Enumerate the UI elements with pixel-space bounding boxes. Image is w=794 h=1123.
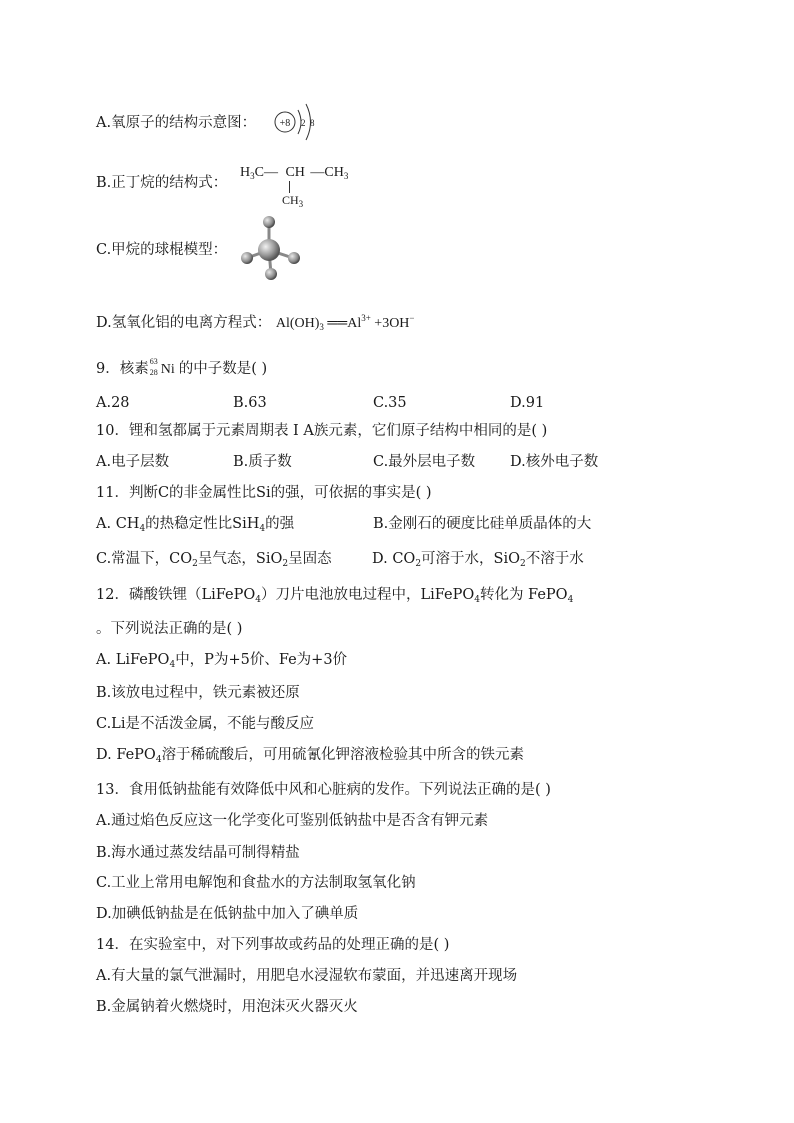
q12-option-a: A. LiFePO$_4$中，P为+5价、Fe为+3价 [96, 652, 348, 670]
q8-option-a [96, 113, 256, 133]
q11-stem: 11．判断C的非金属性比Si的强，可依据的事实是( ) [96, 485, 432, 501]
q10-option-b: B.质子数 [233, 454, 292, 470]
q9-option-b: B.63 [233, 395, 267, 411]
nuclide-notation: 63 28 [149, 357, 158, 377]
q11-option-c: C.常温下，$CO_2$呈气态，SiO$_2$呈固态 [96, 551, 332, 569]
q12-option-b: B.该放电过程中，铁元素被还原 [96, 685, 300, 701]
q14-option-b: B.金属钠着火燃烧时，用泡沫灭火器灭火 [96, 999, 358, 1015]
q13-option-a: A.通过焰色反应这一化学变化可鉴别低钠盐中是否含有钾元素 [96, 813, 489, 829]
q11-option-a: A. $CH_4$的热稳定性比SiH$_4$的强 [96, 516, 295, 534]
oxygen-nucleus-charge: +8 [279, 118, 291, 129]
q14-stem: 14．在实验室中，对下列事故或药品的处理正确的是( ) [96, 937, 450, 953]
q12-stem-line2: 。下列说法正确的是( ) [96, 621, 243, 637]
butane-structural-formula: $H_3C—$ CH $—CH_3$ [240, 165, 349, 181]
q12-stem-line1: 12．磷酸铁锂（LiFePO$_4$）刀片电池放电过程中，LiFePO$_4$转化为 FePO$_4$ [96, 587, 574, 605]
q13-option-d: D.加碘低钠盐是在低钠盐中加入了碘单质 [96, 906, 359, 922]
butane-branch: $CH_3$ [282, 193, 304, 209]
q9-option-c: C.35 [373, 395, 407, 411]
q8-option-d-text: D.氢氧化铝的电离方程式： [96, 315, 272, 331]
oxygen-shell-1: 2 [301, 118, 306, 128]
q14-option-a: A.有大量的氯气泄漏时，用肥皂水浸湿软布蒙面，并迅速离开现场 [96, 968, 518, 984]
q13-option-b: B.海水通过蒸发结晶可制得精盐 [96, 845, 300, 861]
oxygen-atom-diagram [271, 100, 323, 144]
q11-option-d: D. $CO_2$可溶于水，SiO$_2$不溶于水 [372, 551, 584, 569]
q12-option-c: C.Li是不活泼金属，不能与酸反应 [96, 716, 314, 732]
q9-option-d: D.91 [510, 395, 545, 411]
q9-option-a: A.28 [96, 395, 130, 411]
q13-option-c: C.工业上常用电解饱和食盐水的方法制取氢氧化钠 [96, 875, 416, 891]
q8-option-a-text: A.氧原子的结构示意图： [96, 115, 257, 131]
q10-option-d: D.核外电子数 [510, 454, 599, 470]
q11-option-b: B.金刚石的硬度比硅单质晶体的大 [373, 516, 592, 532]
q8-option-c [96, 240, 227, 260]
q10-option-c: C.最外层电子数 [373, 454, 476, 470]
q13-stem: 13．食用低钠盐能有效降低中风和心脏病的发作。下列说法正确的是( ) [96, 782, 551, 798]
q12-option-d: D. FePO$_4$溶于稀硫酸后，可用硫氰化钾溶液检验其中所含的铁元素 [96, 747, 525, 765]
q9-stem: 9．核素 63 28 Ni 的中子数是( ) [96, 357, 268, 377]
oxygen-shell-2: 8 [310, 118, 315, 128]
q10-option-a: A.电子层数 [96, 454, 170, 470]
q8-option-c-text: C.甲烷的球棍模型： [96, 242, 228, 258]
q8-option-b [96, 173, 227, 193]
methane-ball-stick-model [239, 214, 303, 282]
q8-option-d [96, 308, 415, 337]
q8-option-b-text: B.正丁烷的结构式： [96, 175, 228, 191]
q10-stem: 10．锂和氢都属于元素周期表 I A族元素，它们原子结构中相同的是( ) [96, 423, 548, 439]
aluminum-hydroxide-equation: $Al(OH)_3$ $══Al^{3+} +3OH^-$ [275, 313, 415, 332]
